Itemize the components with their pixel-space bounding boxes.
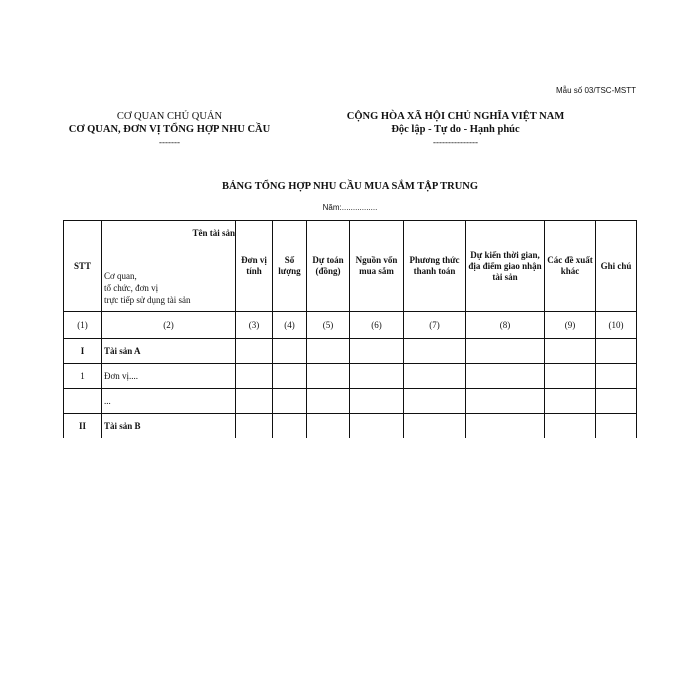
- row-asset-name: ...: [102, 389, 236, 414]
- procurement-table: [63, 220, 637, 438]
- header-left: [62, 110, 277, 148]
- row-asset-name: Tài sản B: [102, 414, 236, 439]
- table-header-row: [64, 221, 637, 312]
- col-estimate-header: Dự toán (đồng): [307, 221, 350, 312]
- column-number: (8): [466, 312, 545, 339]
- table-row: [64, 364, 637, 389]
- column-number: (7): [404, 312, 466, 339]
- national-motto: Độc lập - Tự do - Hạnh phúc: [391, 124, 520, 135]
- column-number: (5): [307, 312, 350, 339]
- table-row: [64, 339, 637, 364]
- column-number: (1): [64, 312, 102, 339]
- document-title: BẢNG TỔNG HỢP NHU CẦU MUA SẮM TẬP TRUNG: [221, 181, 479, 192]
- row-stt: II: [64, 414, 102, 439]
- form-code: Mẫu số 03/TSC-MSTT: [555, 86, 636, 95]
- table-row: [64, 414, 637, 439]
- column-number: (10): [596, 312, 637, 339]
- col-delivery-header: Dự kiến thời gian, địa điểm giao nhận tài sản: [466, 221, 545, 312]
- col-unit-header: Đơn vị tính: [236, 221, 273, 312]
- column-number: (2): [102, 312, 236, 339]
- aggregating-agency: CƠ QUAN, ĐƠN VỊ TỔNG HỢP NHU CẦU: [68, 124, 271, 135]
- row-asset-name: Tài sản A: [102, 339, 236, 364]
- using-unit-label: Cơ quan, tổ chức, đơn vị trực tiếp sử dụng tài sản: [104, 271, 191, 305]
- column-number: (6): [350, 312, 404, 339]
- row-stt: [64, 389, 102, 414]
- col-asset-header: [102, 221, 236, 312]
- col-quantity-header: Số lượng: [273, 221, 307, 312]
- governing-agency: CƠ QUAN CHỦ QUẢN: [116, 111, 223, 122]
- column-number-row: [64, 312, 637, 339]
- table-row: [64, 389, 637, 414]
- row-stt: 1: [64, 364, 102, 389]
- column-number: (9): [545, 312, 596, 339]
- row-stt: I: [64, 339, 102, 364]
- column-number: (3): [236, 312, 273, 339]
- year-line: Năm:................: [322, 203, 378, 212]
- asset-name-label: Tên tài sản: [192, 228, 235, 238]
- col-notes-header: Ghi chú: [596, 221, 637, 312]
- column-number: (4): [273, 312, 307, 339]
- col-funding-header: Nguồn vốn mua sắm: [350, 221, 404, 312]
- row-asset-name: Đơn vị....: [102, 364, 236, 389]
- header-right-divider: ---------------: [433, 137, 478, 147]
- national-title: CỘNG HÒA XÃ HỘI CHỦ NGHĨA VIỆT NAM: [346, 111, 565, 122]
- header-right: [338, 110, 573, 148]
- col-payment-header: Phương thức thanh toán: [404, 221, 466, 312]
- header-left-divider: -------: [159, 137, 180, 147]
- col-proposals-header: Các đề xuất khác: [545, 221, 596, 312]
- col-stt-header: STT: [64, 221, 102, 312]
